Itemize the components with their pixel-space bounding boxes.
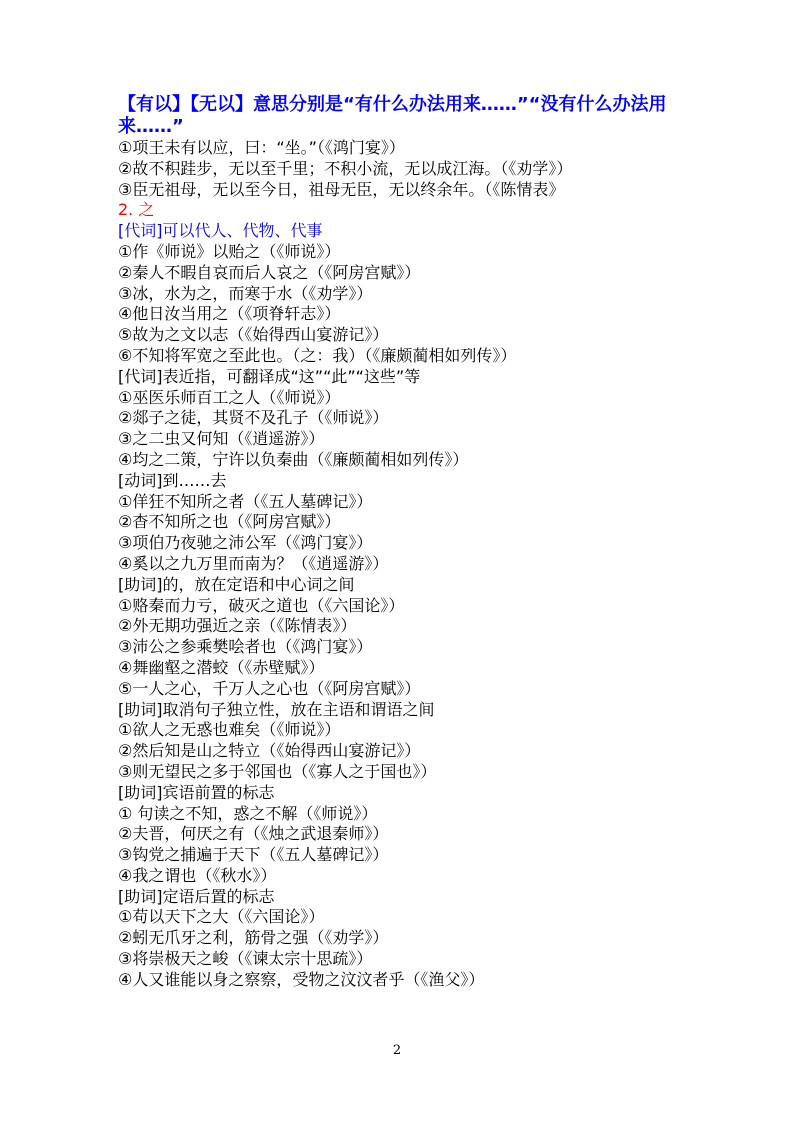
example-line: ②然后知是山之特立（《始得西山宴游记》） <box>118 741 421 761</box>
example-line: ②郯子之徒，其贤不及孔子（《师说》） <box>118 408 389 428</box>
example-line: ②故不积跬步，无以至千里；不积小流，无以成江海。（《劝学》） <box>118 158 573 178</box>
category-label: [代词]表近指，可翻译成“这”“此”“这些”等 <box>118 366 421 386</box>
page-content <box>118 94 678 991</box>
example-line: ①赂秦而力亏，破灭之道也（《六国论》） <box>118 595 405 615</box>
example-line: ③臣无祖母，无以至今日，祖母无臣，无以终余年。（《陈情表》 <box>118 179 565 199</box>
example-line: ④我之谓也（《秋水》） <box>118 865 277 885</box>
heading-line-2: 来……” <box>118 116 184 137</box>
example-line: ②夫晋，何厌之有（《烛之武退秦师》） <box>118 824 389 844</box>
section-title: 2. 之 <box>118 200 155 220</box>
example-line: ⑤故为之文以志（《始得西山宴游记》） <box>118 325 389 345</box>
example-line: ③将崇极天之峻（《谏太宗十思疏》） <box>118 949 373 969</box>
page-number: 2 <box>392 1043 402 1058</box>
example-line: ④均之二策，宁许以负秦曲（《廉颇蔺相如列传》） <box>118 449 469 469</box>
heading-line-1: 【有以】【无以】意思分别是“有什么办法用来……”“没有什么办法用 <box>118 94 667 115</box>
example-line: ③项伯乃夜驰之沛公军（《鸿门宴》） <box>118 533 373 553</box>
example-line: ①佯狂不知所之者（《五人墓碑记》） <box>118 491 373 511</box>
category-label: [代词]可以代人、代物、代事 <box>118 221 323 241</box>
example-line: ③则无望民之多于邻国也（《寡人之于国也》） <box>118 761 437 781</box>
example-line: ③钩党之捕遍于天下（《五人墓碑记》） <box>118 845 389 865</box>
example-line: ①作《师说》以贻之（《师说》） <box>118 241 341 261</box>
example-line: ④奚以之九万里而南为？（《逍遥游》） <box>118 553 389 573</box>
example-line: ④舞幽壑之潜蛟（《赤壁赋》） <box>118 657 325 677</box>
example-line: ①巫医乐师百工之人（《师说》） <box>118 387 341 407</box>
category-label: [助词]定语后置的标志 <box>118 886 275 906</box>
example-line: ④人又谁能以身之察察，受物之汶汶者乎（《渔父》） <box>118 969 485 989</box>
example-line: ① 句读之不知，惑之不解（《师说》） <box>118 803 378 823</box>
zhi-groups <box>118 221 678 990</box>
category-label: [动词]到……去 <box>118 470 227 490</box>
example-line: ①苟以天下之大（《六国论》） <box>118 907 325 927</box>
example-line: ④他日汝当用之（《项脊轩志》） <box>118 304 341 324</box>
category-label: [助词]取消句子独立性，放在主语和谓语之间 <box>118 699 435 719</box>
example-line: ③冰，水为之，而寒于水（《劝学》） <box>118 283 373 303</box>
example-line: ①欲人之无惑也难矣（《师说》） <box>118 720 341 740</box>
example-line: ②蚓无爪牙之利，筋骨之强（《劝学》） <box>118 928 389 948</box>
example-line: ①项王未有以应，曰：“坐。”（《鸿门宴》） <box>118 138 405 157</box>
example-line: ②杳不知所之也（《阿房宫赋》） <box>118 512 341 532</box>
example-line: ⑥不知将军宽之至此也。（之：我）（《廉颇蔺相如列传》） <box>118 345 517 365</box>
example-line: ⑤一人之心，千万人之心也（《阿房宫赋》） <box>118 678 421 698</box>
category-label: [助词]宾语前置的标志 <box>118 782 275 802</box>
example-line: ②外无期功强近之亲（《陈情表》） <box>118 616 357 636</box>
example-line: ③沛公之参乘樊哙者也（《鸿门宴》） <box>118 637 373 657</box>
category-label: [助词]的，放在定语和中心词之间 <box>118 574 355 594</box>
youyi-examples <box>118 138 678 200</box>
example-line: ③之二虫又何知（《逍遥游》） <box>118 429 325 449</box>
example-line: ②秦人不暇自哀而后人哀之（《阿房宫赋》） <box>118 262 421 282</box>
